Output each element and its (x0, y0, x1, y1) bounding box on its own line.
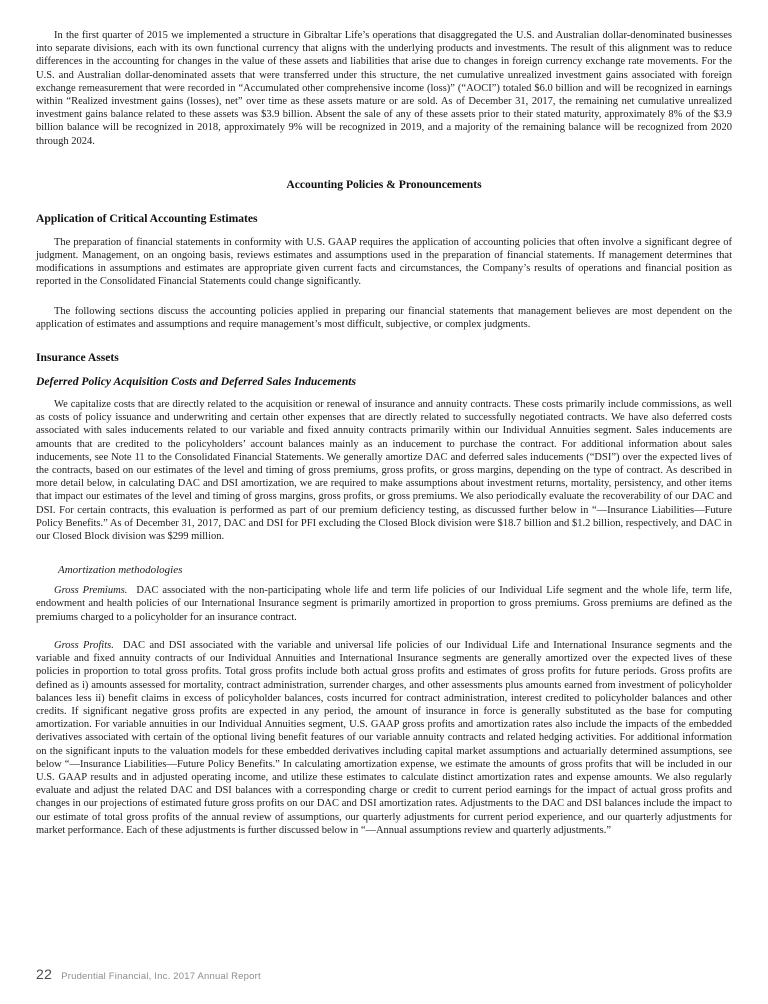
gross-profits-paragraph (36, 639, 732, 837)
subheading-amortization-methodologies: Amortization methodologies (58, 564, 183, 577)
gross-premiums-text: DAC associated with the non-participating whole life and term life policies of our Individual Life segment and the whole life, term life, endowment and health policies of our International Insurance segment is primarily amortized in proportion to gross premiums. Gross premiums are defined as the premiums charged to a policyholder for an insurance contract. (36, 585, 732, 623)
section-heading-insurance-assets: Insurance Assets (36, 351, 119, 365)
gross-premiums-paragraph (36, 584, 732, 624)
critical-estimates-paragraph-1: The preparation of financial statements in conformity with U.S. GAAP requires the application of accounting policies that often involve a significant degree of judgment. Management, on an ongoing basis, reviews estimates and assumptions used in the preparation of financial statements. If management determines that modifications in assumptions and estimates are appropriate given current facts and circumstances, the Company’s results of operations and financial position as reported in the Consolidated Financial Statements could change significantly. (36, 236, 732, 288)
gross-profits-lead: Gross Profits. (54, 639, 114, 651)
gross-profits-text: DAC and DSI associated with the variable and universal life policies of our Individual Life and International Insurance segments and the variable and fixed annuity contracts of our Individual Annuities and International Insurance segments are generally amortized over the expected lives of these policies in proportion to total gross profits. Total gross profits include both actual gross profits and estimates of gross profits for future periods. Gross profits are defined as i) amounts assessed for mortality, contract administration, surrender charges, and other assessments plus amounts earned from investment of policyholder balances less ii) benefit claims in excess of policyholder balances, costs incurred for contract administration, interest credited to policyholder balances and other credits. If significant negative gross profits are expected in any period, the amount of insurance in force is generally substituted as the base for computing amortization. For variable annuities in our Individual Annuities segment, U.S. GAAP gross profits and amortization rates also include the impacts of the embedded derivatives associated with certain of the optional living benefit features of our variable annuity contracts and related hedging activities. For additional information on the significant inputs to the valuation models for these embedded derivatives including capital market assumptions and actuarially determined assumptions, see below “—Insurance Liabilities—Future Policy Benefits.” In calculating amortization expense, we estimate the amounts of gross profits that will be included in our U.S. GAAP results and in adjusted operating income, and utilize these estimates to calculate distinct amortization rates and expense amounts. We also regularly evaluate and adjust the related DAC and DSI balances with a corresponding charge or credit to current period earnings for the impact of actual gross profits and changes in our projections of estimated future gross profits on our DAC and DSI amortization rates. Adjustments to the DAC and DSI balances include the impact to our estimate of total gross profits of the annual review of assumptions, our quarterly adjustments for current period experience, and our quarterly adjustments for market performance. Each of these adjustments is further discussed below in “—Annual assumptions review and quarterly adjustments.” (36, 639, 733, 836)
page-footer (36, 966, 261, 982)
dac-dsi-paragraph: We capitalize costs that are directly related to the acquisition or renewal of insurance and annuity contracts. These costs primarily include commissions, as well as costs of policy issuance and underwriting and certain other expenses that are directly related to successfully negotiated contracts. We have also deferred costs associated with sales inducements related to our variable and fixed annuity contracts primarily within our Individual Annuities segment. Sales inducements are amounts that are credited to the policyholders’ account balances mainly as an inducement to purchase the contract. For additional information about sales inducements, see Note 11 to the Consolidated Financial Statements. We generally amortize DAC and deferred sales inducements (“DSI”) over the expected lives of the contracts, based on our estimates of the level and timing of gross premiums, gross profits, or gross margins, depending on the type of contract. As described in more detail below, in calculating DAC and DSI amortization, we are required to make assumptions about investment returns, mortality, persistency, and other items that impact our estimates of the level and timing of gross margins, gross profits, or gross premiums. We also periodically evaluate the recoverability of our DAC and DSI. For certain contracts, this evaluation is performed as part of our premium deficiency testing, as discussed further below in “—Insurance Liabilities—Future Policy Benefits.” As of December 31, 2017, DAC and DSI for PFI excluding the Closed Block division were $18.7 billion and $1.2 billion, respectively, and DAC in our Closed Block division was $299 million. (36, 399, 732, 543)
subsection-heading-dac-dsi: Deferred Policy Acquisition Costs and Deferred Sales Inducements (36, 375, 356, 389)
main-heading: Accounting Policies & Pronouncements (286, 177, 482, 191)
section-heading-critical-accounting-estimates: Application of Critical Accounting Estimates (36, 211, 258, 225)
intro-paragraph: In the first quarter of 2015 we implemented a structure in Gibraltar Life’s operations that disaggregated the U.S. and Australian dollar-denominated businesses into separate divisions, each with its own functional currency that aligns with the underlying products and investments. The result of this alignment was to reduce differences in the accounting for changes in the value of these assets and liabilities that arise due to changes in foreign currency exchange rate movements. For the U.S. and Australian dollar-denominated assets that were transferred under this structure, the net cumulative unrealized investment gains associated with foreign exchange remeasurement that were recorded in “Accumulated other comprehensive income (loss)” (“AOCI”) totaled $6.0 billion and will be recognized in earnings within “Realized investment gains (losses), net” over time as these assets mature or are sold. As of December 31, 2017, the remaining net cumulative unrealized investment gains balance related to these assets was $3.9 billion. Absent the sale of any of these assets prior to their stated maturity, approximately 8% of the $3.9 billion balance will be recognized in 2018, approximately 9% will be recognized in 2019, and a majority of the remaining balance will be recognized from 2020 through 2024. (36, 30, 732, 147)
page-number: 22 (36, 966, 53, 982)
critical-estimates-paragraph-2: The following sections discuss the accounting policies applied in preparing our financial statements that management believes are most dependent on the application of estimates and assumptions and require management’s most difficult, subjective, or complex judgments. (36, 305, 732, 330)
footer-report-title: Prudential Financial, Inc. 2017 Annual Report (61, 971, 261, 982)
gross-premiums-lead: Gross Premiums. (54, 585, 128, 597)
